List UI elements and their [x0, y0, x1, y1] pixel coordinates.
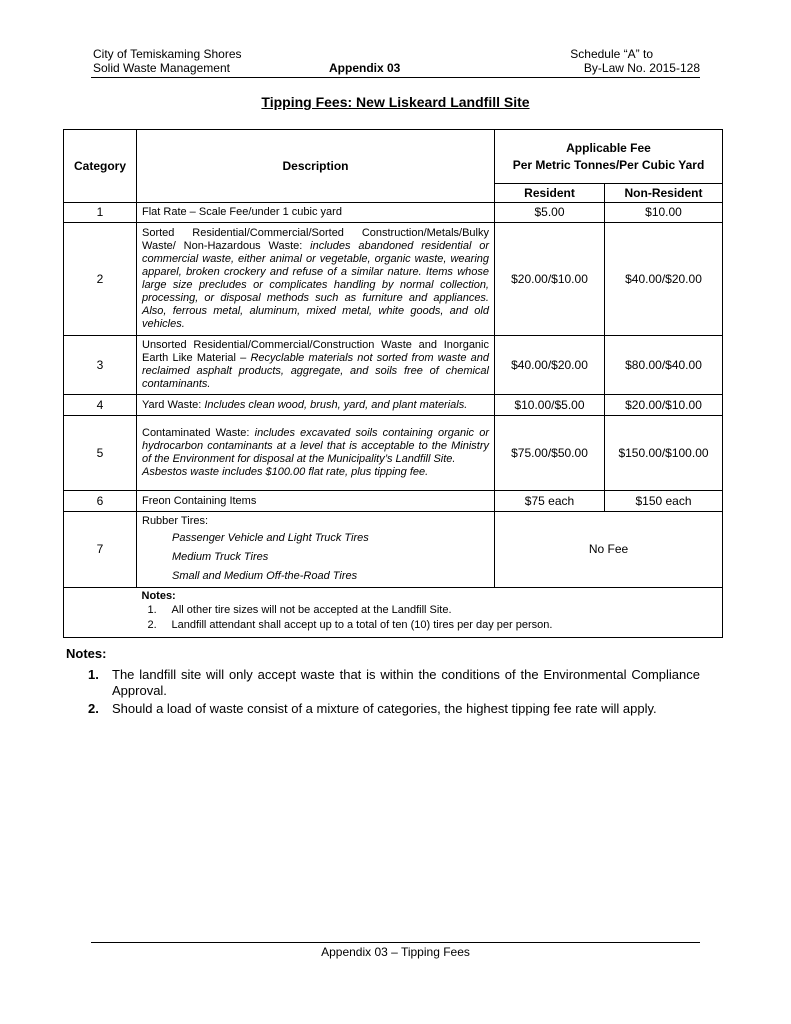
header-rule — [91, 77, 700, 78]
table-notes-row — [64, 588, 723, 638]
row-category: 4 — [64, 395, 137, 416]
desc-detail: Includes clean wood, brush, yard, and plant materials. — [204, 398, 468, 411]
header-left — [93, 47, 242, 75]
row-resident-fee: $5.00 — [495, 203, 605, 223]
note-number: 1. — [147, 604, 157, 616]
row-category: 3 — [64, 336, 137, 395]
header-fee-line1: Applicable Fee — [566, 140, 651, 155]
note-number: 1. — [88, 667, 99, 682]
page-footer: Appendix 03 – Tipping Fees — [321, 945, 470, 959]
row-description — [137, 336, 495, 395]
row-resident-fee: $75.00/$50.00 — [495, 416, 605, 491]
table-row — [64, 395, 723, 416]
note-number: 2. — [88, 701, 99, 716]
header-applicable-fee — [495, 130, 723, 184]
desc-detail: Recyclable materials not sorted from waste and reclaimed asphalt products, aggregate, and soils free of chemical contaminants. — [142, 352, 490, 390]
header-bylaw: By-Law No. 2015-128 — [583, 61, 700, 75]
row-nonresident-fee: $80.00/$40.00 — [605, 336, 723, 395]
header-org: City of Temiskaming Shores — [93, 47, 242, 61]
table-notes — [137, 588, 723, 638]
notes-heading: Notes: — [66, 646, 107, 661]
table-row — [64, 491, 723, 512]
header-resident: Resident — [495, 184, 605, 203]
tires-fee: No Fee — [495, 512, 723, 588]
note-item — [88, 667, 700, 699]
row-resident-fee: $75 each — [495, 491, 605, 512]
note-text: All other tire sizes will not be accepted at the Landfill Site. — [171, 604, 452, 616]
table-row — [64, 203, 723, 223]
header-right — [570, 47, 700, 75]
table-notes-heading: Notes: — [141, 590, 176, 602]
row-category: 6 — [64, 491, 137, 512]
row-description — [137, 416, 495, 491]
header-appendix: Appendix 03 — [329, 61, 401, 75]
table-row — [64, 223, 723, 336]
table-row — [64, 416, 723, 491]
header-nonresident: Non-Resident — [605, 184, 723, 203]
header-dept: Solid Waste Management — [93, 61, 230, 75]
row-nonresident-fee: $40.00/$20.00 — [605, 223, 723, 336]
desc-text: Contaminated Waste: — [142, 427, 255, 439]
table-note-item — [142, 618, 718, 633]
desc-text: Sorted Residential/Commercial/Sorted Construction/Metals/Bulky Waste/ Non-Hazardous Waste: — [142, 227, 489, 252]
table-notes-spacer — [64, 588, 137, 638]
table-row — [64, 336, 723, 395]
row-resident-fee: $10.00/$5.00 — [495, 395, 605, 416]
row-category: 2 — [64, 223, 137, 336]
header-description: Description — [137, 130, 495, 203]
note-text: The landfill site will only accept waste that is within the conditions of the Environmental Compliance Approval. — [112, 667, 700, 698]
row-description: Freon Containing Items — [137, 491, 495, 512]
row-description — [137, 223, 495, 336]
desc-text: Yard Waste: — [142, 398, 205, 411]
footer-rule — [91, 942, 700, 943]
desc-detail: includes abandoned residential or commercial waste, either animal or vegetable, organic waste, wearing apparel, broken crockery and refuse of a similar nature. Items whose large size precludes or complicates handling by normal collection, processing, or disposal methods such as furniture and appliances. Also, ferrous metal, aluminum, mixed metal, white goods, and old vehicles. — [142, 240, 489, 330]
row-category: 7 — [64, 512, 137, 588]
note-text: Should a load of waste consist of a mixture of categories, the highest tipping fee rate will apply. — [112, 701, 657, 716]
notes-list — [88, 667, 700, 719]
tires-label: Rubber Tires: — [142, 515, 209, 527]
tire-item: Medium Truck Tires — [172, 551, 269, 563]
row-category: 5 — [64, 416, 137, 491]
row-description — [137, 512, 495, 588]
tire-item: Passenger Vehicle and Light Truck Tires — [172, 532, 369, 544]
row-resident-fee: $40.00/$20.00 — [495, 336, 605, 395]
desc-detail: includes excavated soils containing organic or hydrocarbon contaminants at a level that is acceptable to the Ministry of the Environment for disposal at the Municipality’s Landfill Site. — [142, 427, 489, 465]
row-resident-fee: $20.00/$10.00 — [495, 223, 605, 336]
fees-table — [63, 129, 723, 638]
row-nonresident-fee: $10.00 — [605, 203, 723, 223]
row-description — [137, 395, 495, 416]
row-description: Flat Rate – Scale Fee/under 1 cubic yard — [137, 203, 495, 223]
desc-asbestos-note: Asbestos waste includes $100.00 flat rate, plus tipping fee. — [142, 466, 429, 478]
page-title: Tipping Fees: New Liskeard Landfill Site — [261, 94, 530, 110]
row-nonresident-fee: $150 each — [605, 491, 723, 512]
header-category: Category — [64, 130, 137, 203]
tire-item: Small and Medium Off-the-Road Tires — [172, 570, 358, 582]
row-category: 1 — [64, 203, 137, 223]
row-nonresident-fee: $150.00/$100.00 — [605, 416, 723, 491]
header-fee-line2: Per Metric Tonnes/Per Cubic Yard — [512, 157, 705, 172]
desc-text: Unsorted Residential/Commercial/Construction Waste and Inorganic Earth Like Material – — [142, 339, 489, 364]
note-number: 2. — [147, 619, 157, 631]
row-nonresident-fee: $20.00/$10.00 — [605, 395, 723, 416]
note-item — [88, 701, 700, 717]
note-text: Landfill attendant shall accept up to a total of ten (10) tires per day per person. — [171, 619, 553, 631]
table-note-item — [142, 603, 718, 618]
table-row-tires — [64, 512, 723, 588]
header-schedule: Schedule “A” to — [570, 47, 653, 61]
